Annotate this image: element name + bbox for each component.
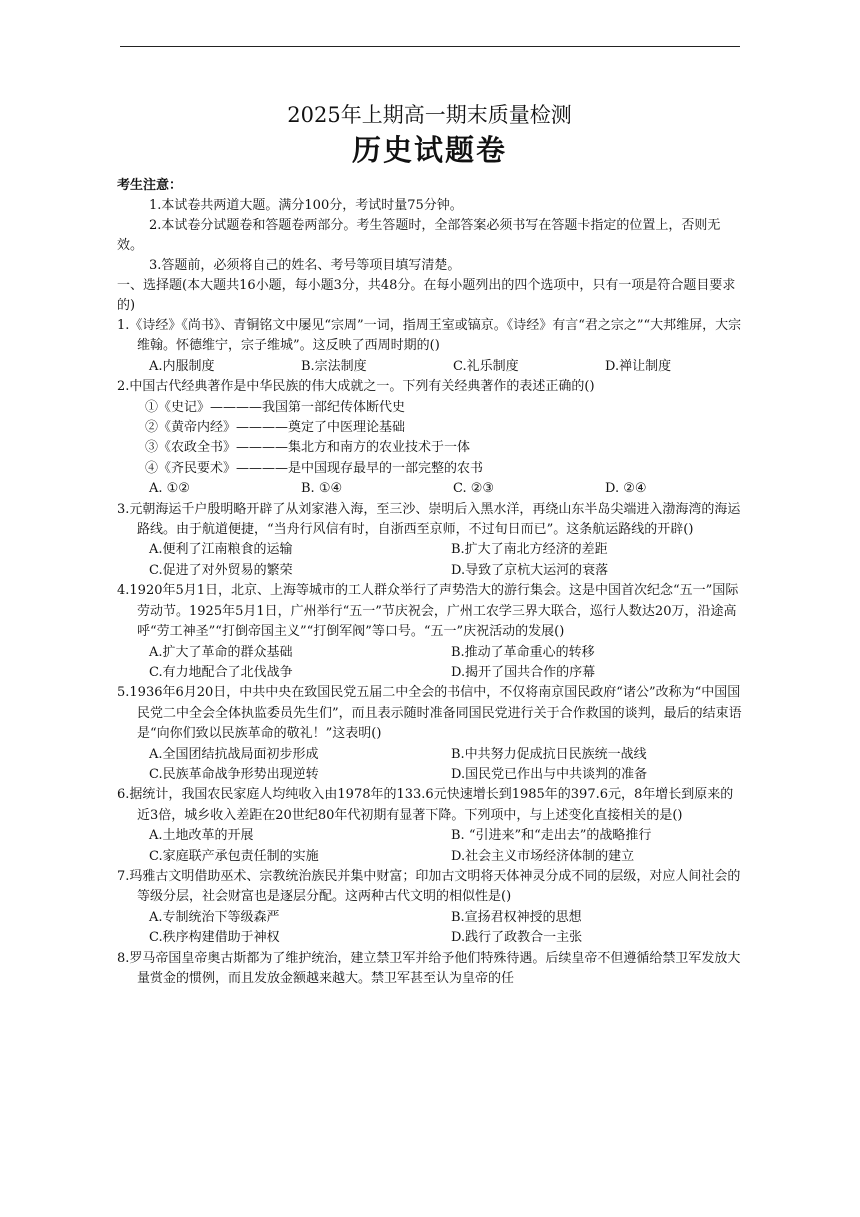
question-4 [117,581,742,683]
question-2 [117,377,742,499]
question-5 [117,683,742,785]
option-b: B.推动了革命重心的转移 [451,644,595,660]
question-stem: 3.元朝海运千户殷明略开辟了从刘家港入海，至三沙、崇明后入黑水洋，再绕山东半岛尖端进入渤海湾的海运路线。由于航道便捷，“当舟行风信有时，自浙西至京师，不过旬日而已”。这条航运路线的开辟() [117,501,741,538]
option-b: B.扩大了南北方经济的差距 [451,542,608,558]
option-b: B.宗法制度 [301,358,367,374]
option-c: C.秩序构建借助于神权 [149,930,280,946]
option-a: A.便利了江南粮食的运输 [149,542,293,558]
option-a: A.专制统治下等级森严 [149,909,280,925]
statement: ②《黄帝内经》————奠定了中医理论基础 [145,420,406,436]
option-d: D.揭开了国共合作的序幕 [451,664,596,680]
question-7 [117,867,742,949]
option-a: A.全国团结抗战局面初步形成 [149,746,319,762]
option-d: D.国民党已作出与中共谈判的准备 [451,766,648,782]
option-c: C.民族革命战争形势出现逆转 [149,766,319,782]
option-c: C.家庭联产承包责任制的实施 [149,848,319,864]
notice-block [117,176,742,316]
option-d: D.社会主义市场经济体制的建立 [451,848,635,864]
option-d: D.践行了政教合一主张 [451,930,583,946]
options [117,540,742,581]
statement: ①《史记》————我国第一部纪传体断代史 [145,399,406,415]
option-d: D.导致了京杭大运河的衰落 [451,562,609,578]
question-6 [117,785,742,867]
statement: ③《农政全书》————集北方和南方的农业技术于一体 [145,440,471,456]
question-stem: 6.据统计，我国农民家庭人均纯收入由1978年的133.6元快速增长到1985年的397.6元，8年增长到原来的近3倍，城乡收入差距在20世纪80年代初期有显著下降。下列项中，与上述变化直接相关的是() [117,787,734,823]
question-stem: 2.中国古代经典著作是中华民族的伟大成就之一。下列有关经典著作的表述正确的() [117,379,595,395]
option-b: B.宣扬君权神授的思想 [451,909,582,925]
subject-title: 历史试题卷 [351,133,507,167]
question-stem: 1.《诗经》《尚书》、青铜铭文中屡见“宗周”一词，指周王室或镐京。《诗经》有言“君之宗之”“大邦维屏，大宗维翰。怀德维宁，宗子维城”。这反映了西周时期的() [117,318,742,354]
notice-item: 1.本试卷共两道大题。满分100分，考试时量75分钟。 [149,198,463,213]
options [117,357,742,377]
options [117,826,742,867]
option-b: B. ①④ [301,481,343,497]
question-stem: 7.玛雅古文明借助巫术、宗教统治族民并集中财富；印加古文明将天体神灵分成不同的层级，对应人间社会的等级分层，社会财富也是逐层分配。这两种古代文明的相似性是() [117,868,741,905]
options [117,479,742,499]
question-stem: 8.罗马帝国皇帝奥古斯都为了维护统治，建立禁卫军并给予他们特殊待遇。后续皇帝不但遵循给禁卫军发放大量赏金的惯例，而且发放金额越来越大。禁卫军甚至认为皇帝的任 [117,950,741,986]
section-heading: 一、选择题(本大题共16小题，每小题3分，共48分。在每小题列出的四个选项中，只有一项是符合题目要求的) [117,278,736,313]
option-a: A.内服制度 [149,358,215,374]
options [117,908,742,949]
option-d: D.禅让制度 [605,358,672,374]
option-a: A.扩大了革命的群众基础 [149,644,293,660]
question-3 [117,500,742,582]
option-b: B.中共努力促成抗日民族统一战线 [451,746,647,762]
option-d: D. ②④ [605,481,647,497]
notice-item: 3.答题前，必须将自己的姓名、考号等项目填写清楚。 [149,258,461,273]
option-c: C.促进了对外贸易的繁荣 [149,562,293,578]
exam-page [117,100,742,989]
header-rule [120,46,740,47]
option-a: A. ①② [149,481,190,497]
notice-heading: 考生注意： [117,178,183,193]
option-c: C.有力地配合了北伐战争 [149,664,293,680]
question-8 [117,949,742,990]
question-1 [117,316,742,377]
question-stem: 5.1936年6月20日，中共中央在致国民党五届二中全会的书信中，不仅将南京国民政府“诸公”改称为“中国国民党二中全会全体执监委员先生们”，而且表示随时准备同国民党进行关于合作救国的谈判，最后的结束语是“向你们致以民族革命的敬礼！”这表明() [117,685,742,742]
statement: ④《齐民要术》————是中国现存最早的一部完整的农书 [145,460,484,476]
option-b: B. “引进来”和“走出去”的战略推行 [451,828,652,844]
exam-title: 2025年上期高一期末质量检测 [287,103,572,127]
option-c: C. ②③ [453,481,495,497]
option-a: A.土地改革的开展 [149,828,254,844]
options [117,745,742,786]
notice-item: 2.本试卷分试题卷和答题卷两部分。考生答题时，全部答案必须书写在答题卡指定的位置上，否则无效。 [117,218,721,253]
question-stem: 4.1920年5月1日，北京、上海等城市的工人群众举行了声势浩大的游行集会。这是中国首次纪念“五一”国际劳动节。1925年5月1日，广州举行“五一”节庆祝会，广州工农学三界大联合，巡行人数达20万，沿途高呼“劳工神圣”“打倒帝国主义”“打倒军阀”等口号。“五一”庆祝活动的发展() [117,583,739,640]
option-c: C.礼乐制度 [453,358,519,374]
options [117,643,742,684]
